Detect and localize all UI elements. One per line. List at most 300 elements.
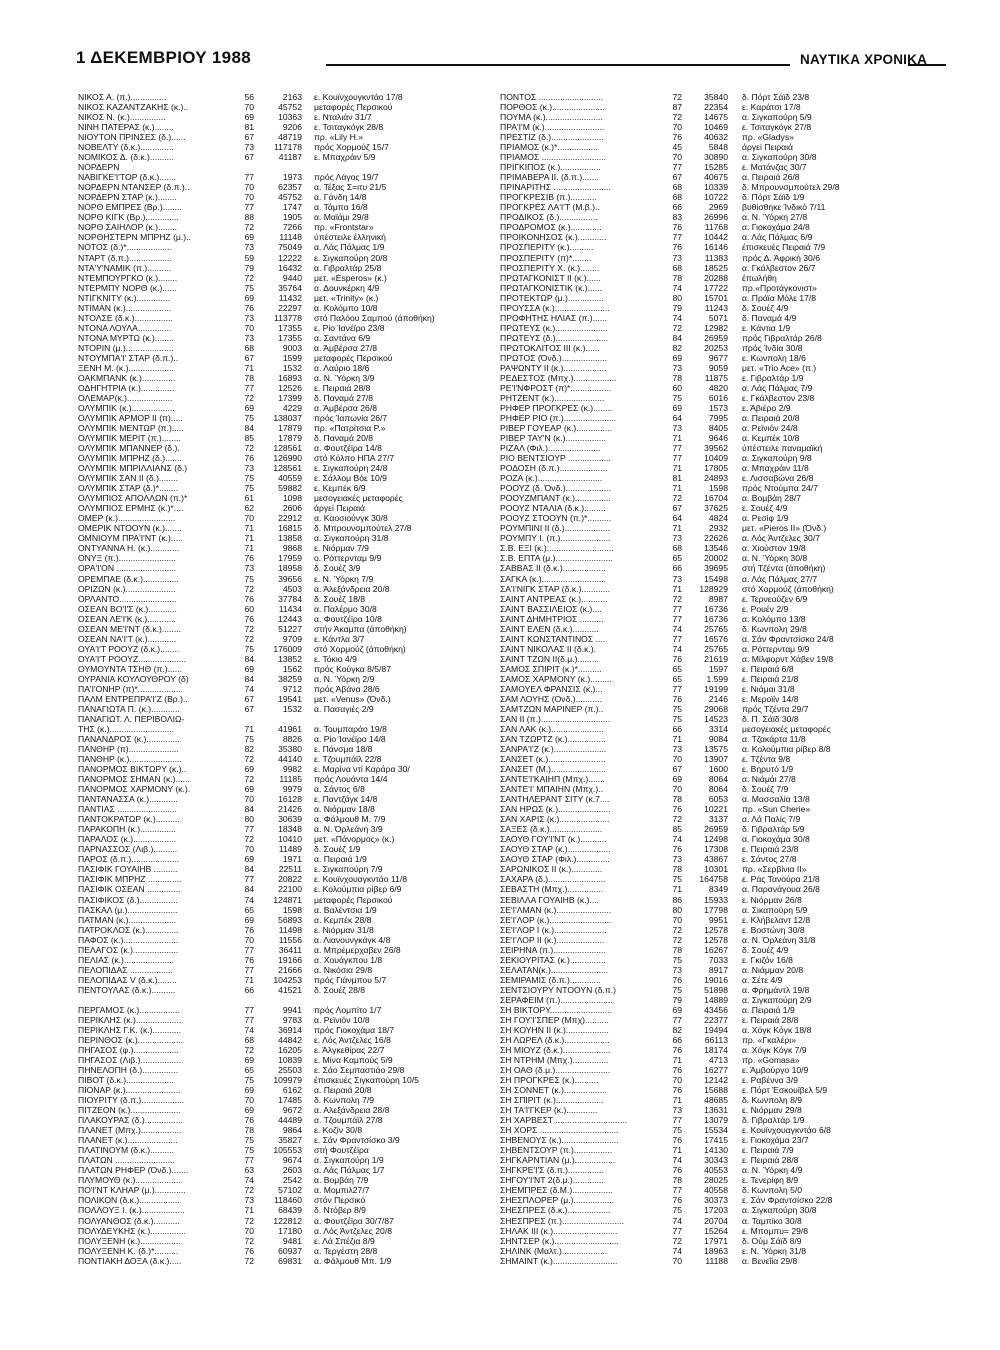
ship-name: ΟΝΤΥΑΝΝΑ Η. (κ.)............ [78, 543, 180, 554]
ship-position: μεσογειακές μεταφορές [742, 723, 831, 734]
build-year: 78 [244, 372, 254, 383]
tonnage: 9982 [282, 764, 302, 775]
ship-position: ε. Λός Άντζελες 16/8 [314, 1034, 391, 1045]
ship-row [500, 915, 930, 925]
tonnage: 118460 [273, 1195, 302, 1206]
ship-name: ΣΑΝ ΗΡΩΣ (κ.)...................... [500, 804, 611, 815]
tonnage: 26996 [704, 212, 728, 223]
ship-row [500, 1145, 930, 1155]
ship-name: ΟΜΕΡ (κ.)........................ [78, 513, 176, 524]
tonnage: 2146 [708, 693, 728, 704]
tonnage: 2603 [282, 1165, 302, 1176]
tonnage: 44140 [278, 754, 302, 765]
ship-row [78, 303, 492, 313]
ship-position: μεταφορές Περσικού [314, 894, 393, 905]
build-year: 76 [672, 844, 682, 855]
build-year: 68 [244, 1034, 254, 1045]
ship-name: ΟΛΥΜΠΙΚ ΣΑΝ ΙΙ (δ.)........ [78, 473, 179, 484]
build-year: 73 [244, 332, 254, 343]
ship-position: α. Λάς Πάλμας 1/7 [314, 1165, 385, 1176]
build-year: 84 [672, 332, 682, 343]
ship-row [78, 212, 492, 222]
ship-row [78, 925, 492, 935]
ship-name: ΣΕΝΤΣΙΟΥΡΥ ΝΤΟΟΥΝ (δ.π.) [500, 984, 616, 995]
tonnage: 11489 [278, 844, 302, 855]
ship-name: ΣΕ'Ι'ΛΜΑΝ (κ.)....................... [500, 904, 612, 915]
build-year: 71 [244, 362, 254, 373]
build-year: 77 [244, 964, 254, 975]
ship-position: έπωλήθη [742, 272, 777, 283]
ship-position: α. Πειραιά 1/9 [742, 1004, 795, 1015]
ship-name: ΡΟΥΜΠΙΝΙ ΙΙ (δ.)................... [500, 523, 611, 534]
ship-name: ΣΗΛΑΚ ΙΙΙ (κ.)........................... [500, 1225, 618, 1236]
ship-name: ΠΡΙΑΜΟΣ ........................... [500, 152, 607, 163]
tonnage: 24893 [704, 473, 728, 484]
tonnage: 11498 [278, 924, 302, 935]
ship-position: α. Ν. Ύόρκη 30/8 [742, 553, 808, 564]
ship-position: ε. Ρουέν 2/9 [742, 603, 789, 614]
build-year: 69 [244, 1105, 254, 1116]
build-year: 64 [672, 513, 682, 524]
ship-position: πρός Άβάνα 28/6 [314, 683, 380, 694]
build-year: 78 [672, 794, 682, 805]
build-year: 76 [672, 1044, 682, 1055]
ship-row [500, 1246, 930, 1256]
ship-name: ΠΑΝΑΝΔΡΟΣ (κ.).............. [78, 734, 180, 744]
ship-name: ΠΑΝΑΓΙΩΤΑ Π. (κ.)............ [78, 703, 180, 714]
ship-name: ΟΥΑ'Ι'Τ ΡΟΟΥΖ.................... [78, 653, 186, 664]
ship-name: ΠΑΣΙΦΙΚΟΣ (δ.)................ [78, 894, 178, 905]
ship-name: ΝΤΟΝΑ ΛΟΥΛΑ.............. [78, 322, 172, 333]
ship-position: δ. Σουέζ 4/9 [742, 944, 789, 955]
tonnage: 21426 [278, 804, 302, 815]
ship-position: α. Μπρέμερχαβεν 26/8 [314, 944, 401, 955]
ship-row [78, 574, 492, 584]
build-year: 67 [672, 764, 682, 775]
ship-row [500, 704, 930, 714]
tonnage: 43456 [704, 1004, 728, 1015]
ship-row [78, 242, 492, 252]
tonnage: 1.599 [706, 673, 728, 684]
tonnage: 5071 [708, 312, 728, 323]
ship-name: ΟΜΝΙΟΥΜ ΠΡΑ'Ι'ΝΤ (κ.)..... [78, 533, 183, 544]
tonnage: 20822 [278, 874, 302, 885]
build-year: 72 [672, 322, 682, 333]
ship-row [500, 1005, 930, 1015]
ship-name: ΝΙΝΗ ΠΑΤΕΡΑΣ (κ.)........ [78, 122, 174, 133]
tonnage: 1973 [282, 172, 302, 183]
tonnage: 9481 [282, 1235, 302, 1246]
ship-row [78, 473, 492, 483]
ship-position: δ. Ούμ Σάϊδ 8/9 [742, 1235, 802, 1246]
ship-name: ΣΑΝ ΙΙ (π.)............................. [500, 713, 611, 724]
ship-row [78, 152, 492, 162]
tonnage: 21619 [704, 653, 728, 664]
ship-name: ΣΗ ΧΟΡΣ ................................. [500, 1125, 619, 1136]
ship-name: ΠΡΩΤΕΥΣ (κ.)...................... [500, 322, 608, 333]
ship-row [78, 202, 492, 212]
tonnage: 1598 [708, 483, 728, 494]
ship-position: α. Τεργέστη 28/8 [314, 1245, 378, 1256]
ship-position: ε. Σιγκαπούρη 7/9 [314, 864, 383, 875]
tonnage: 13858 [278, 533, 302, 544]
ship-position: α. Γιοκοχάμα 30/8 [742, 834, 810, 845]
build-year: 73 [244, 563, 254, 574]
build-year: 73 [672, 252, 682, 263]
build-year: 76 [672, 974, 682, 985]
build-year: 75 [672, 713, 682, 724]
ship-row [500, 724, 930, 734]
ship-row [78, 764, 492, 774]
ship-name: ΝΤΙΓΚΝΙΤΥ (κ.).............. [78, 292, 170, 303]
tonnage: 62357 [278, 182, 302, 193]
build-year: 75 [244, 282, 254, 293]
build-year: 73 [672, 1105, 682, 1116]
build-year: 69 [244, 764, 254, 775]
tonnage: 4503 [282, 583, 302, 594]
ship-row [500, 604, 930, 614]
tonnage: 17879 [278, 433, 302, 444]
build-year: 77 [244, 874, 254, 885]
ship-row [500, 343, 930, 353]
build-year: 65 [244, 1065, 254, 1076]
ship-position: στό Χορμούζ (άποθήκη) [314, 643, 406, 654]
tonnage: 16704 [704, 493, 728, 504]
build-year: 75 [244, 643, 254, 654]
tonnage: 22511 [278, 864, 302, 875]
ship-row [500, 1216, 930, 1226]
tonnage: 17308 [704, 844, 728, 855]
ship-name: ΠΡΟΤΕΚΤΩΡ (μ.)............... [500, 292, 604, 303]
ship-position: α. Αλεξάνδρεια 28/8 [314, 1105, 390, 1116]
build-year: 74 [244, 1024, 254, 1035]
ship-row [78, 884, 492, 894]
ship-row [78, 162, 492, 172]
build-year: 72 [244, 583, 254, 594]
ship-position: πρός Ίαπωνία 26/7 [314, 413, 388, 423]
build-year: 66 [672, 202, 682, 213]
ship-name: ΝΟΡΘ ΕΜΠΡΕΣ (Βρ.)........ [78, 202, 182, 213]
ship-row [78, 443, 492, 453]
tonnage: 45752 [278, 102, 302, 113]
tonnage: 14523 [704, 713, 728, 724]
tonnage: 14130 [704, 1145, 728, 1156]
ship-position: α. Ρόττερνταμ 9/9 [742, 643, 810, 654]
ship-row [500, 152, 930, 162]
ship-row [78, 1135, 492, 1145]
tonnage: 16277 [704, 1065, 728, 1076]
tonnage: 59882 [278, 483, 302, 494]
tonnage: 10409 [704, 453, 728, 464]
build-year: 72 [244, 1215, 254, 1226]
ship-position: α. Ν. Ύόρκη 27/8 [742, 212, 808, 223]
tonnage: 122812 [273, 1215, 302, 1226]
ship-row [78, 895, 492, 905]
tonnage: 30373 [704, 1195, 728, 1206]
ship-row [500, 1205, 930, 1215]
build-year: 72 [244, 392, 254, 403]
ship-position: α. Σιγκαπούρη 9/8 [742, 453, 812, 464]
ship-name: ΝΟΤΟΣ (δ.)*................... [78, 242, 172, 253]
tonnage: 10722 [704, 192, 728, 203]
tonnage: 18174 [704, 1044, 728, 1055]
ship-name: ΣΗΕΣΠΡΕΣ (π.).......................... [500, 1215, 625, 1226]
ship-position: α. Ρίο Ίανέϊρο 14/8 [314, 734, 386, 744]
build-year: 88 [244, 212, 254, 223]
tonnage: 17971 [704, 1235, 728, 1246]
build-year: 69 [244, 112, 254, 123]
ship-name: ΟΛΥΜΠΙΟΣ ΕΡΜΗΣ (κ.)*.... [78, 503, 184, 514]
build-year: 74 [244, 1175, 254, 1186]
ship-position: α. Τέξας Σ=ιτυ 21/5 [314, 182, 387, 193]
tonnage: 25503 [278, 1065, 302, 1076]
build-year: 77 [244, 202, 254, 213]
tonnage: 1600 [708, 764, 728, 775]
build-year: 72 [244, 623, 254, 634]
ship-name: ΝΤΟΥΜΠΑ'Ι' ΣΤΑΡ (δ.π.).. [78, 352, 179, 363]
ship-position: α. Λάς Πάλμας 7/9 [742, 382, 813, 393]
ship-position: α. Σιγκαπούρη 1/9 [314, 1155, 384, 1166]
build-year: 70 [244, 1225, 254, 1236]
ship-row [78, 563, 492, 573]
build-year: 69 [244, 914, 254, 925]
ship-position: ε. Μπαχράιν 5/9 [314, 152, 376, 163]
build-year: 70 [672, 1075, 682, 1086]
build-year: 77 [244, 1004, 254, 1015]
ship-row [500, 313, 930, 323]
tonnage: 22100 [278, 884, 302, 895]
ship-row [78, 393, 492, 403]
ship-name: ΟΛΥΜΠΙΚ (κ.).................. [78, 402, 175, 413]
ship-name: ΠΑΝΤΟΚΡΑΤΩΡ (κ.).......... [78, 814, 180, 825]
ship-position: πρός Γιβραλτάρ 26/8 [742, 332, 822, 343]
build-year: 76 [244, 302, 254, 313]
ship-row [78, 644, 492, 654]
ship-row [500, 453, 930, 463]
tonnage: 41521 [278, 984, 302, 995]
ship-name: ΣΑΝ ΤΖΩΡΤΖ (κ.)................ [500, 734, 606, 744]
ship-name: ΠΡΩΤΕΥΣ (δ.)...................... [500, 332, 609, 343]
tonnage: 124871 [273, 894, 302, 905]
ship-row [78, 1085, 492, 1095]
build-year: 68 [672, 543, 682, 554]
ship-name: ΟΛΥΜΠΙΚ ΜΕΡΙΤ (π.)........ [78, 433, 181, 444]
ship-row [78, 222, 492, 232]
ship-row [78, 854, 492, 864]
ship-name: ΣΗΒΕΝΤΣΟΥΡ (π.)................ [500, 1145, 613, 1156]
ship-row [78, 383, 492, 393]
ship-name: ΡΟΟΥΖΜΠΑΝΤ (κ.)............... [500, 493, 611, 504]
build-year: 74 [672, 1155, 682, 1166]
build-year: 74 [672, 1215, 682, 1226]
ship-position: ε. Βηρυτό 1/9 [742, 764, 794, 775]
ship-name: ΟΣΕΑΝ ΜΕ'Ι'ΝΤ (δ.κ.)........ [78, 623, 181, 634]
tonnage: 1971 [282, 854, 302, 865]
ship-name: ΝΟΡΘ ΣΑΙΗΛΟΡ (κ.)........ [78, 222, 178, 233]
ship-name: ΣΗΓΚΡΕ'Ι'Σ (δ.π.)............... [500, 1165, 604, 1176]
build-year: 67 [244, 703, 254, 714]
tonnage: 176009 [273, 643, 302, 654]
ship-position: α. Σιγκαπούρη 30/8 [742, 1205, 817, 1216]
tonnage: 3137 [708, 814, 728, 825]
tonnage: 51898 [704, 984, 728, 995]
build-year: 76 [672, 242, 682, 253]
ship-row [78, 955, 492, 965]
tonnage: 15534 [704, 1125, 728, 1136]
ship-row [500, 483, 930, 493]
build-year: 77 [672, 1115, 682, 1126]
ship-name: ΣΕΒΑΣΤΗ (Μπχ.)............... [500, 884, 604, 895]
tonnage: 1597 [708, 663, 728, 674]
ship-position: α. Σάντος 6/8 [314, 784, 365, 795]
ship-row [78, 253, 492, 263]
ship-name: ΠΟΛΥΞΕΝΗ Κ. (δ.)*.......... [78, 1245, 179, 1256]
build-year: 71 [244, 974, 254, 985]
ship-row [78, 132, 492, 142]
ship-row [78, 182, 492, 192]
ship-name: ΣΕΛΑΤΑΝ(κ.)........................ [500, 964, 609, 975]
ship-row [500, 563, 930, 573]
tonnage: 10469 [704, 122, 728, 133]
build-year: 68 [672, 192, 682, 203]
build-year: 82 [672, 342, 682, 353]
ship-name: ΣΑΒΒΑΣ ΙΙ (δ.κ.).................. [500, 563, 606, 574]
ship-row [500, 1256, 930, 1266]
ship-position: α. Χόγκ Κόγκ 18/8 [742, 1024, 812, 1035]
ship-row [78, 1025, 492, 1035]
build-year: 72 [244, 443, 254, 454]
ship-position: ε. Κωνπολη 18/6 [742, 352, 806, 363]
ship-row [500, 1135, 930, 1145]
ship-position: α. Μαϊάμι 29/8 [314, 212, 369, 223]
ship-row [500, 533, 930, 543]
ship-position: πρός Γιοκοχάμα 18/7 [314, 1024, 395, 1035]
ship-position: α. Γιβραλτάρ 25/8 [314, 262, 382, 273]
build-year: 77 [672, 453, 682, 464]
tonnage: 13546 [704, 543, 728, 554]
ship-position: α. Μασσαλία 13/8 [742, 794, 810, 805]
ship-position: πρός Ντούμπα 24/7 [742, 483, 818, 494]
ship-row [500, 373, 930, 383]
ship-name: ΟΥΜΟΥΝΤΑ ΤΣΗΘ (π.)...... [78, 663, 182, 674]
tonnage: 17798 [704, 904, 728, 915]
build-year: 76 [244, 593, 254, 604]
build-year: 70 [244, 794, 254, 805]
ship-position: ε. Πειραιά 23/8 [742, 844, 799, 855]
ship-position: δ. Μπρουνσμπούτελ 27/8 [314, 523, 412, 534]
ship-name: ΠΡΟΥΣΣΑ (κ.)....................... [500, 302, 610, 313]
build-year: 72 [672, 112, 682, 123]
ship-position: μετ. «Trinity» (κ.) [314, 292, 379, 303]
ship-row [78, 1055, 492, 1065]
tonnage: 36411 [278, 944, 302, 955]
ship-row [500, 182, 930, 192]
ship-row [500, 393, 930, 403]
ship-row [500, 423, 930, 433]
tonnage: 8064 [708, 784, 728, 795]
tonnage: 18963 [704, 1245, 728, 1256]
ship-position: α. Λαύριο 18/6 [314, 362, 370, 373]
ship-name: ΟΛΥΜΠΙΚ ΜΠΡΙΛΛΙΑΝΣ (δ.) [78, 463, 188, 474]
ship-name: ΣΗ ΟΑΘ (δ.μ.)....................... [500, 1065, 611, 1076]
tonnage: 40558 [704, 1185, 728, 1196]
tonnage: 15264 [704, 1225, 728, 1236]
ship-name: ΝΤΕΜΠΟΥΡΓΚΟ (κ.)........ [78, 272, 178, 283]
build-year: 76 [244, 553, 254, 564]
tonnage: 13631 [704, 1105, 728, 1116]
tonnage: 9646 [708, 433, 728, 444]
tonnage: 75049 [278, 242, 302, 253]
ship-name: ΠΑΦΟΣ (κ.)....................... [78, 934, 179, 945]
build-year: 79 [244, 262, 254, 273]
ship-position: δ. Παναμά 27/8 [314, 392, 374, 403]
tonnage: 16146 [704, 242, 728, 253]
build-year: 77 [244, 1155, 254, 1166]
ship-position: α. Παλέρμο 30/8 [314, 603, 377, 614]
ship-row [500, 644, 930, 654]
ship-name: ΝΟΡΔΕΡΝ ΝΤΑΝΣΕΡ (δ.π.).. [78, 182, 190, 193]
ship-position: στό Κόλπο ΗΠΑ 27/7 [314, 453, 395, 464]
ship-row [500, 674, 930, 684]
tonnage: 9868 [282, 543, 302, 554]
ship-name: ΠΡΟΔΡΟΜΟΣ (κ.)............. [500, 222, 602, 233]
ship-position: ε. Κλήβελαντ 12/8 [742, 914, 811, 925]
ship-row [78, 112, 492, 122]
tonnage: 2606 [282, 503, 302, 514]
ship-row [500, 804, 930, 814]
ship-row [500, 774, 930, 784]
build-year: 68 [672, 182, 682, 193]
ship-name: ΡΗΦΕΡ ΠΡΟΓΚΡΕΣ (κ.)........ [500, 402, 613, 413]
tonnage: 13079 [704, 1115, 728, 1126]
build-year: 75 [672, 1205, 682, 1216]
ship-position: πρ. «Σερβίνια ΙΙ» [742, 864, 807, 875]
ship-row [78, 754, 492, 764]
build-year: 76 [672, 1195, 682, 1206]
build-year: 66 [244, 984, 254, 995]
ship-position: μετ. «Pieros II» (Όνδ.) [742, 523, 827, 534]
ship-position: δ. Κωνπολη 8/9 [742, 1095, 803, 1106]
ship-name: ΟΥΡΑΝΙΑ ΚΟΥΛΟΥΘΡΟΥ (δ) [78, 673, 189, 684]
build-year: 74 [672, 1245, 682, 1256]
ship-position: μετ. «Venus» (Όνδ.) [314, 693, 391, 704]
ship-name: ΟΛΕΜΑΡ(κ.)................... [78, 392, 173, 403]
ship-position: ε. Κεμπέκ 6/9 [314, 483, 366, 494]
ship-position: α. Κολόμπο 13/8 [742, 613, 806, 624]
build-year: 70 [244, 102, 254, 113]
tonnage: 10442 [704, 232, 728, 243]
build-year: 67 [672, 172, 682, 183]
build-year: 84 [244, 423, 254, 434]
ship-row [500, 945, 930, 955]
ship-row [78, 824, 492, 834]
tonnage: 12526 [278, 382, 302, 393]
tonnage: 117178 [273, 142, 302, 153]
ship-row [78, 774, 492, 784]
ship-row [500, 283, 930, 293]
ship-name: ΣΑΙΝΤ ΕΛΕΝ (δ.κ.)........... [500, 623, 599, 634]
tonnage: 66113 [704, 1034, 728, 1045]
build-year: 76 [672, 1135, 682, 1146]
ship-row [78, 965, 492, 975]
ship-row [500, 624, 930, 634]
tonnage: 9941 [282, 1004, 302, 1015]
ship-row [500, 443, 930, 453]
tonnage: 18525 [704, 262, 728, 273]
ship-position: δ. Σουέζ 3/9 [314, 563, 361, 574]
build-year: 70 [244, 322, 254, 333]
ship-row [500, 905, 930, 915]
